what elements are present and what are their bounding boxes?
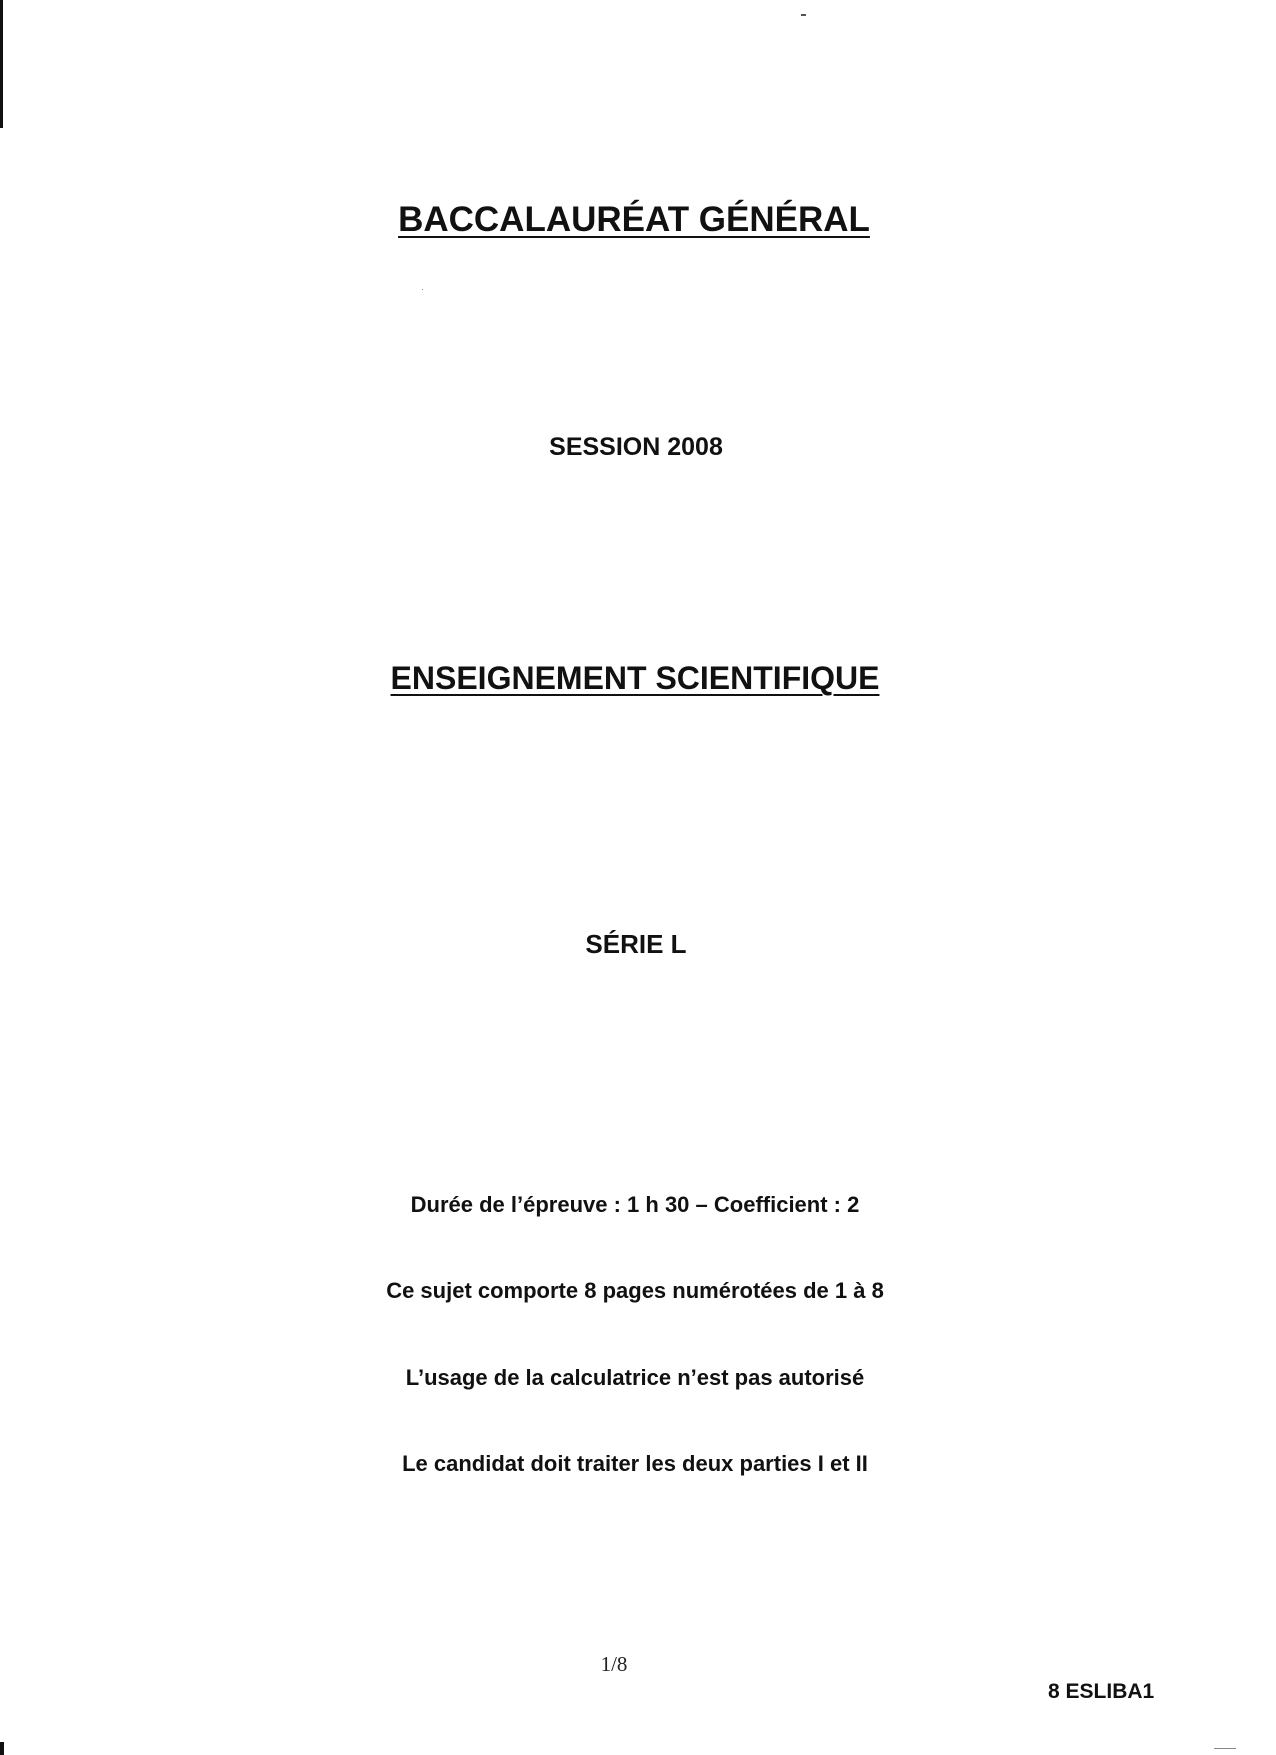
- calculator-rule-line: L’usage de la calculatrice n’est pas autorisé: [405, 1365, 865, 1390]
- page-count-line: Ce sujet comporte 8 pages numérotées de 1 à 8: [386, 1278, 884, 1303]
- exam-code: 8 ESLIBA1: [1048, 1680, 1155, 1703]
- duration-coefficient-line: Durée de l’épreuve : 1 h 30 – Coefficient : 2: [410, 1192, 860, 1217]
- subject-title: ENSEIGNEMENT SCIENTIFIQUE: [390, 660, 880, 696]
- exam-title: BACCALAURÉAT GÉNÉRAL: [398, 200, 870, 239]
- scan-edge-mark: [0, 0, 3, 128]
- scan-speck: [1214, 1748, 1236, 1749]
- session-label: SESSION 2008: [549, 433, 723, 461]
- parts-instruction-line: Le candidat doit traiter les deux parties I et II: [402, 1451, 868, 1476]
- scan-speck: [801, 14, 806, 16]
- scan-edge-mark: [0, 1742, 4, 1755]
- page-number: 1/8: [600, 1652, 628, 1676]
- series-label: SÉRIE L: [585, 929, 687, 959]
- scan-speck: [422, 289, 423, 290]
